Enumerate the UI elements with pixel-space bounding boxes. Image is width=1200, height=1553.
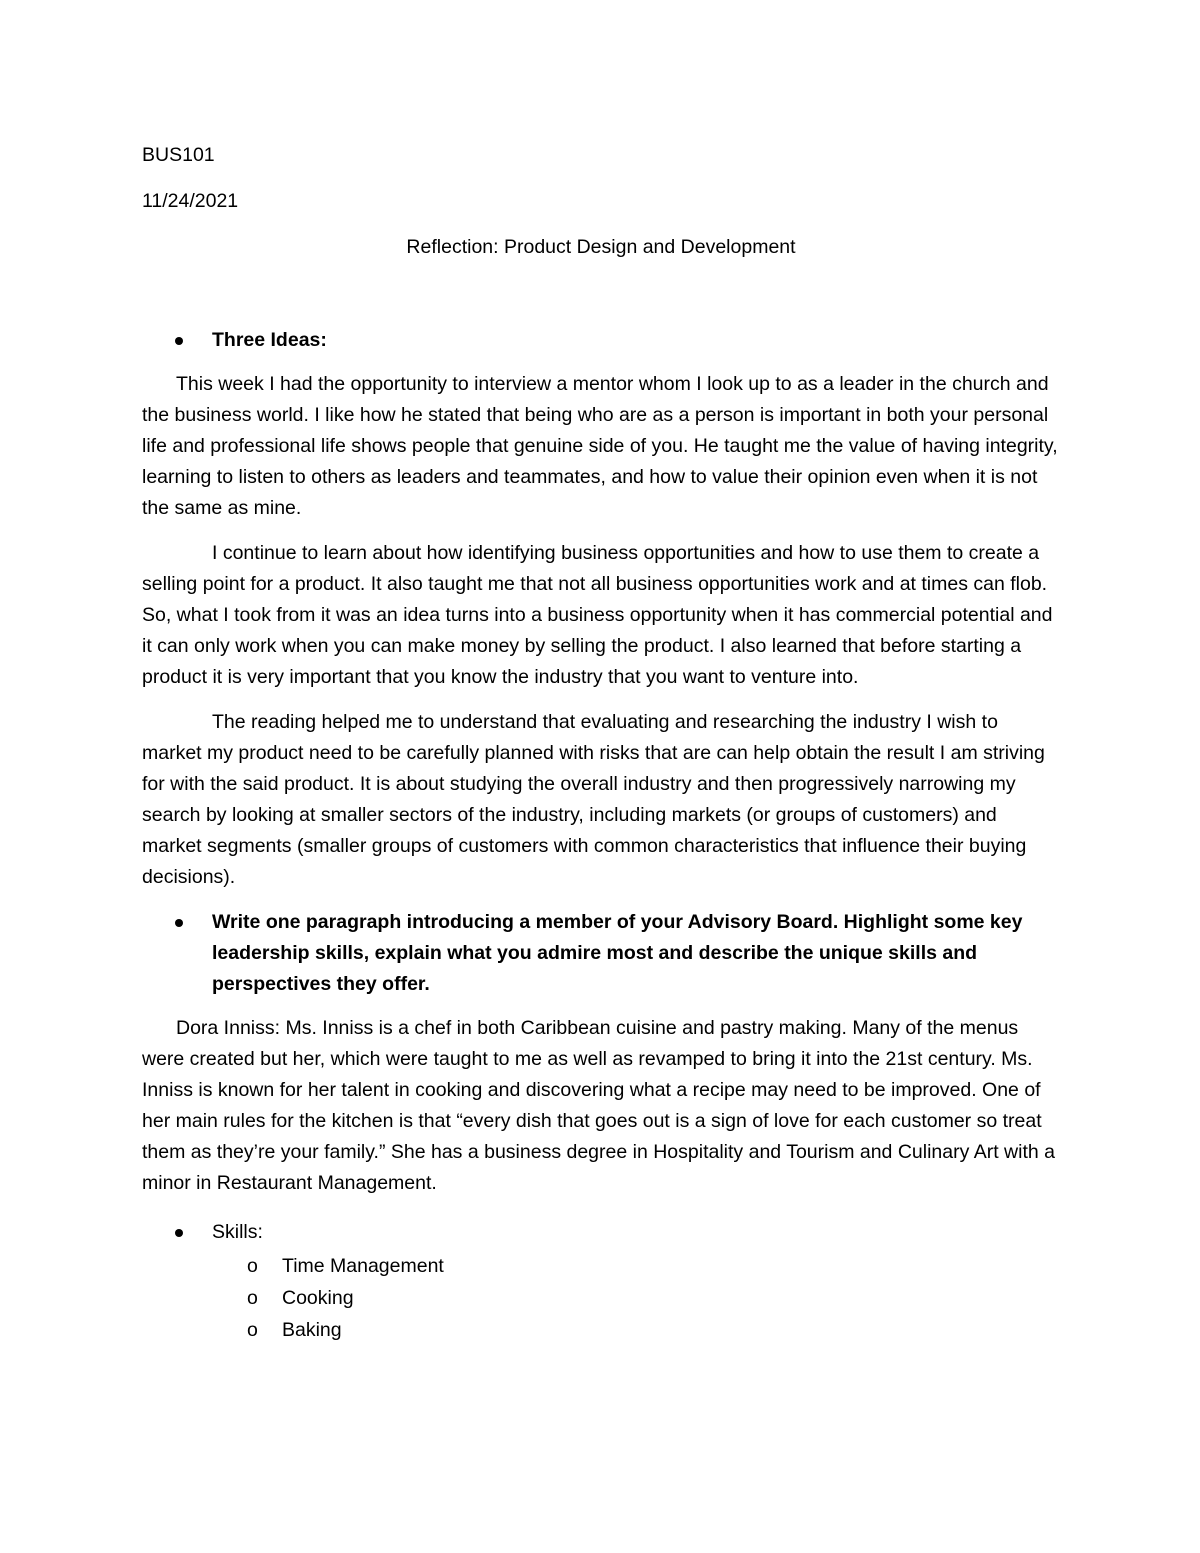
bullet-skills: [142, 1217, 1060, 1248]
list-item: [142, 1314, 1060, 1346]
skill-label: Baking: [282, 1319, 342, 1341]
bullet-three-ideas: [142, 325, 1060, 356]
bullet-advisory-board: [142, 907, 1060, 1000]
section-heading-three-ideas: Three Ideas:: [212, 329, 327, 351]
circle-bullet-icon: o: [247, 1319, 258, 1341]
list-item: [142, 1282, 1060, 1314]
circle-bullet-icon: o: [247, 1255, 258, 1277]
section-heading-skills: Skills:: [212, 1221, 263, 1243]
list-item: [142, 1250, 1060, 1282]
paragraph-dora-inniss: Dora Inniss: Ms. Inniss is a chef in both Caribbean cuisine and pastry making. Many of the menus were created but her, which were taught to me as well as revamped to bring it into the 21st century. Ms. Inniss is known for her talent in cooking and discovering what a recipe may need to be improved. One of her main rules for the kitchen is that “every dish that goes out is a sign of love for each customer so treat them as they’re your family.” She has a business degree in Hospitality and Tourism and Culinary Art with a minor in Restaurant Management.: [142, 1017, 1055, 1194]
paragraph-business-opportunities: I continue to learn about how identifying business opportunities and how to use them to create a selling point for a product. It also taught me that not all business opportunities work and at times can flob. So, what I took from it was an idea turns into a business opportunity when it has commercial potential and it can only work when you can make money by selling the product. I also learned that before starting a product it is very important that you know the industry that you want to venture into.: [142, 542, 1053, 688]
skill-label: Time Management: [282, 1255, 444, 1277]
bullet-icon: [175, 337, 183, 345]
skills-list: [142, 1250, 1060, 1346]
paragraph-industry-research: The reading helped me to understand that evaluating and researching the industry I wish to market my product need to be carefully planned with risks that are can help obtain the result I am striving for with the said product. It is about studying the overall industry and then progressively narrowing my search by looking at smaller sectors of the industry, including markets (or groups of customers) and market segments (smaller groups of customers with common characteristics that influence their buying decisions).: [142, 711, 1045, 888]
circle-bullet-icon: o: [247, 1287, 258, 1309]
skill-label: Cooking: [282, 1287, 354, 1309]
document-body: [142, 140, 1060, 1346]
bullet-icon: [175, 919, 183, 927]
paragraph-mentor-interview: This week I had the opportunity to interview a mentor whom I look up to as a leader in the church and the business world. I like how he stated that being who are as a person is important in both your personal life and professional life shows people that genuine side of you. He taught me the value of having integrity, learning to listen to others as leaders and teammates, and how to value their opinion even when it is not the same as mine.: [142, 373, 1058, 519]
document-title: Reflection: Product Design and Development: [406, 236, 796, 258]
document-date: 11/24/2021: [142, 190, 239, 212]
section-heading-advisory-board: Write one paragraph introducing a member of your Advisory Board. Highlight some key leadership skills, explain what you admire most and describe the unique skills and perspectives they offer.: [212, 911, 1023, 995]
bullet-icon: [175, 1229, 183, 1237]
course-code: BUS101: [142, 144, 215, 166]
